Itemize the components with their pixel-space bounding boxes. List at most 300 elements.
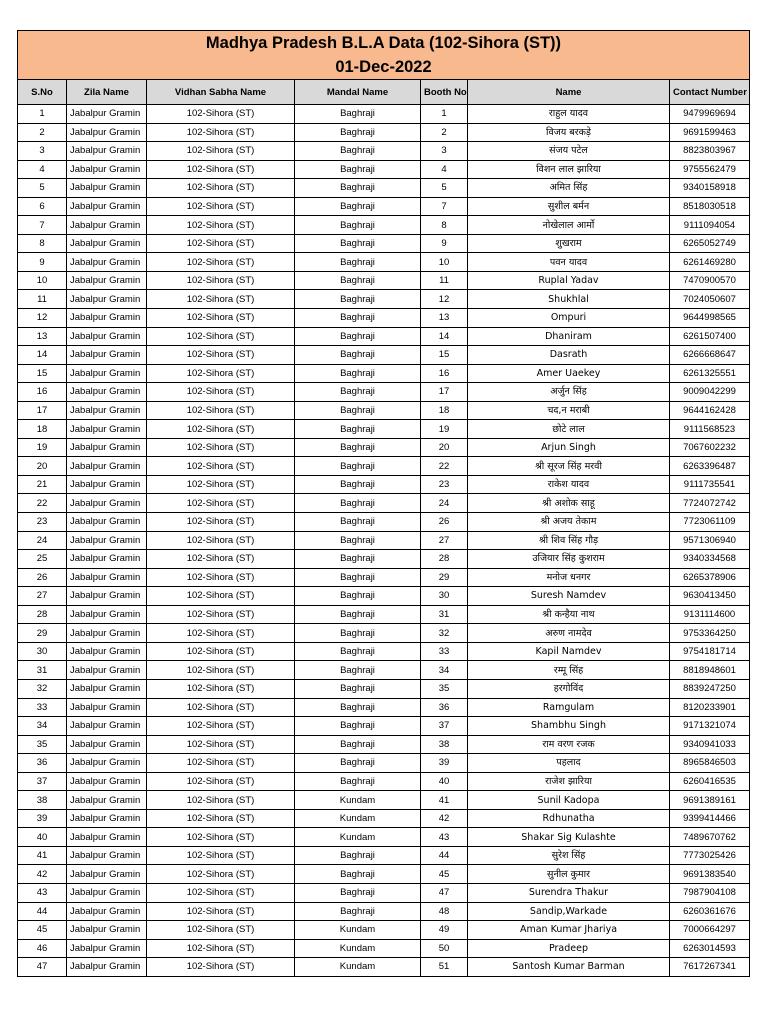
vidhan-sabha-cell: 102-Sihora (ST) [147,661,295,680]
sno-cell: 15 [18,364,67,383]
mandal-name-cell: Baghraji [295,642,421,661]
booth-no-cell: 43 [421,828,468,847]
name-cell: Ompuri [468,309,670,328]
name-cell: Dasrath [468,346,670,365]
vidhan-sabha-cell: 102-Sihora (ST) [147,271,295,290]
table-row [18,735,750,754]
booth-no-cell: 27 [421,531,468,550]
table-row [18,364,750,383]
contact-number-cell: 7470900570 [670,271,750,290]
contact-number-cell: 6263014593 [670,939,750,958]
booth-no-cell: 47 [421,883,468,902]
booth-no-cell: 19 [421,420,468,439]
name-cell: Surendra Thakur [468,883,670,902]
sno-cell: 7 [18,216,67,235]
contact-number-cell: 9111568523 [670,420,750,439]
header-mandal-name: Mandal Name [295,80,421,105]
table-row [18,717,750,736]
zila-name-cell: Jabalpur Gramin [67,290,147,309]
mandal-name-cell: Baghraji [295,346,421,365]
name-cell: श्री सूरज सिंह मरवी [468,457,670,476]
name-cell: Shukhlal [468,290,670,309]
name-cell: Pradeep [468,939,670,958]
sno-cell: 47 [18,958,67,977]
mandal-name-cell: Kundam [295,791,421,810]
sno-cell: 43 [18,883,67,902]
table-body [18,105,750,977]
table-row [18,624,750,643]
vidhan-sabha-cell: 102-Sihora (ST) [147,735,295,754]
mandal-name-cell: Baghraji [295,698,421,717]
contact-number-cell: 6266668647 [670,346,750,365]
zila-name-cell: Jabalpur Gramin [67,958,147,977]
sno-cell: 24 [18,531,67,550]
contact-number-cell: 9644162428 [670,401,750,420]
sheet-title-line1: Madhya Pradesh B.L.A Data (102-Sihora (ST)) [205,34,562,52]
booth-no-cell: 40 [421,772,468,791]
mandal-name-cell: Kundam [295,939,421,958]
booth-no-cell: 48 [421,902,468,921]
zila-name-cell: Jabalpur Gramin [67,883,147,902]
contact-number-cell: 7024050607 [670,290,750,309]
contact-number-cell: 9691599463 [670,123,750,142]
mandal-name-cell: Baghraji [295,679,421,698]
bla-data-table [17,30,750,977]
sno-cell: 3 [18,142,67,161]
contact-number-cell: 6261507400 [670,327,750,346]
contact-number-cell: 9131114600 [670,605,750,624]
booth-no-cell: 20 [421,438,468,457]
mandal-name-cell: Baghraji [295,661,421,680]
vidhan-sabha-cell: 102-Sihora (ST) [147,958,295,977]
table-row [18,197,750,216]
booth-no-cell: 17 [421,383,468,402]
booth-no-cell: 36 [421,698,468,717]
name-cell: Dhaniram [468,327,670,346]
vidhan-sabha-cell: 102-Sihora (ST) [147,568,295,587]
name-cell: संजय पटेल [468,142,670,161]
vidhan-sabha-cell: 102-Sihora (ST) [147,142,295,161]
vidhan-sabha-cell: 102-Sihora (ST) [147,160,295,179]
sno-cell: 14 [18,346,67,365]
name-cell: अर्जुन सिंह [468,383,670,402]
sno-cell: 36 [18,754,67,773]
mandal-name-cell: Baghraji [295,420,421,439]
table-row [18,142,750,161]
booth-no-cell: 26 [421,513,468,532]
contact-number-cell: 9754181714 [670,642,750,661]
sno-cell: 6 [18,197,67,216]
booth-no-cell: 41 [421,791,468,810]
sno-cell: 20 [18,457,67,476]
booth-no-cell: 34 [421,661,468,680]
sno-cell: 26 [18,568,67,587]
vidhan-sabha-cell: 102-Sihora (ST) [147,457,295,476]
name-cell: Ruplal Yadav [468,271,670,290]
name-cell: अरुण नामदेव [468,624,670,643]
table-row [18,605,750,624]
table-row [18,438,750,457]
header-name: Name [468,80,670,105]
name-cell: अमित सिंह [468,179,670,198]
sno-cell: 1 [18,105,67,124]
vidhan-sabha-cell: 102-Sihora (ST) [147,809,295,828]
header-booth-no: Booth No [421,80,468,105]
header-row [18,80,750,105]
vidhan-sabha-cell: 102-Sihora (ST) [147,902,295,921]
table-row [18,531,750,550]
vidhan-sabha-cell: 102-Sihora (ST) [147,383,295,402]
table-row [18,846,750,865]
table-row [18,123,750,142]
vidhan-sabha-cell: 102-Sihora (ST) [147,846,295,865]
booth-no-cell: 35 [421,679,468,698]
table-row [18,309,750,328]
contact-number-cell: 9753364250 [670,624,750,643]
zila-name-cell: Jabalpur Gramin [67,513,147,532]
table-row [18,587,750,606]
sno-cell: 16 [18,383,67,402]
vidhan-sabha-cell: 102-Sihora (ST) [147,642,295,661]
sno-cell: 34 [18,717,67,736]
zila-name-cell: Jabalpur Gramin [67,809,147,828]
zila-name-cell: Jabalpur Gramin [67,717,147,736]
zila-name-cell: Jabalpur Gramin [67,457,147,476]
contact-number-cell: 9755562479 [670,160,750,179]
zila-name-cell: Jabalpur Gramin [67,271,147,290]
name-cell: Arjun Singh [468,438,670,457]
zila-name-cell: Jabalpur Gramin [67,105,147,124]
zila-name-cell: Jabalpur Gramin [67,494,147,513]
table-row [18,679,750,698]
vidhan-sabha-cell: 102-Sihora (ST) [147,679,295,698]
zila-name-cell: Jabalpur Gramin [67,142,147,161]
mandal-name-cell: Baghraji [295,568,421,587]
mandal-name-cell: Baghraji [295,253,421,272]
booth-no-cell: 45 [421,865,468,884]
sno-cell: 40 [18,828,67,847]
vidhan-sabha-cell: 102-Sihora (ST) [147,197,295,216]
booth-no-cell: 9 [421,234,468,253]
name-cell: पहलाद [468,754,670,773]
booth-no-cell: 3 [421,142,468,161]
mandal-name-cell: Baghraji [295,605,421,624]
zila-name-cell: Jabalpur Gramin [67,475,147,494]
table-row [18,568,750,587]
mandal-name-cell: Baghraji [295,883,421,902]
table-row [18,420,750,439]
contact-number-cell: 7000664297 [670,921,750,940]
mandal-name-cell: Kundam [295,828,421,847]
sno-cell: 11 [18,290,67,309]
sno-cell: 37 [18,772,67,791]
sno-cell: 10 [18,271,67,290]
mandal-name-cell: Baghraji [295,383,421,402]
vidhan-sabha-cell: 102-Sihora (ST) [147,234,295,253]
table-row [18,698,750,717]
booth-no-cell: 38 [421,735,468,754]
booth-no-cell: 42 [421,809,468,828]
sno-cell: 21 [18,475,67,494]
vidhan-sabha-cell: 102-Sihora (ST) [147,216,295,235]
header-sno: S.No [18,80,67,105]
booth-no-cell: 32 [421,624,468,643]
zila-name-cell: Jabalpur Gramin [67,939,147,958]
name-cell: Rdhunatha [468,809,670,828]
booth-no-cell: 5 [421,179,468,198]
contact-number-cell: 6260416535 [670,772,750,791]
booth-no-cell: 50 [421,939,468,958]
booth-no-cell: 28 [421,550,468,569]
contact-number-cell: 8818948601 [670,661,750,680]
name-cell: Sunil Kadopa [468,791,670,810]
booth-no-cell: 51 [421,958,468,977]
contact-number-cell: 9340941033 [670,735,750,754]
booth-no-cell: 30 [421,587,468,606]
zila-name-cell: Jabalpur Gramin [67,605,147,624]
contact-number-cell: 8965846503 [670,754,750,773]
vidhan-sabha-cell: 102-Sihora (ST) [147,179,295,198]
title-row [18,31,750,80]
mandal-name-cell: Baghraji [295,735,421,754]
mandal-name-cell: Kundam [295,958,421,977]
contact-number-cell: 9479969694 [670,105,750,124]
vidhan-sabha-cell: 102-Sihora (ST) [147,475,295,494]
zila-name-cell: Jabalpur Gramin [67,661,147,680]
zila-name-cell: Jabalpur Gramin [67,902,147,921]
booth-no-cell: 2 [421,123,468,142]
name-cell: हरगोविंद [468,679,670,698]
name-cell: उजियार सिंह कुशराम [468,550,670,569]
zila-name-cell: Jabalpur Gramin [67,327,147,346]
zila-name-cell: Jabalpur Gramin [67,642,147,661]
name-cell: Suresh Namdev [468,587,670,606]
contact-number-cell: 7067602232 [670,438,750,457]
name-cell: Amer Uaekey [468,364,670,383]
vidhan-sabha-cell: 102-Sihora (ST) [147,698,295,717]
sno-cell: 41 [18,846,67,865]
zila-name-cell: Jabalpur Gramin [67,179,147,198]
booth-no-cell: 11 [421,271,468,290]
name-cell: Shambhu Singh [468,717,670,736]
name-cell: राजेश झारिया [468,772,670,791]
contact-number-cell: 8518030518 [670,197,750,216]
booth-no-cell: 8 [421,216,468,235]
booth-no-cell: 29 [421,568,468,587]
vidhan-sabha-cell: 102-Sihora (ST) [147,494,295,513]
booth-no-cell: 18 [421,401,468,420]
mandal-name-cell: Kundam [295,809,421,828]
mandal-name-cell: Baghraji [295,234,421,253]
zila-name-cell: Jabalpur Gramin [67,234,147,253]
vidhan-sabha-cell: 102-Sihora (ST) [147,624,295,643]
table-row [18,513,750,532]
vidhan-sabha-cell: 102-Sihora (ST) [147,105,295,124]
name-cell: नोखेलाल आर्मो [468,216,670,235]
name-cell: सुशील बर्मन [468,197,670,216]
contact-number-cell: 9644998565 [670,309,750,328]
name-cell: विशन लाल झारिया [468,160,670,179]
zila-name-cell: Jabalpur Gramin [67,197,147,216]
table-row [18,457,750,476]
sno-cell: 27 [18,587,67,606]
zila-name-cell: Jabalpur Gramin [67,698,147,717]
mandal-name-cell: Baghraji [295,271,421,290]
table-row [18,958,750,977]
table-row [18,550,750,569]
table-row [18,105,750,124]
sno-cell: 38 [18,791,67,810]
zila-name-cell: Jabalpur Gramin [67,865,147,884]
sno-cell: 35 [18,735,67,754]
sno-cell: 45 [18,921,67,940]
contact-number-cell: 7489670762 [670,828,750,847]
contact-number-cell: 7617267341 [670,958,750,977]
mandal-name-cell: Baghraji [295,179,421,198]
vidhan-sabha-cell: 102-Sihora (ST) [147,253,295,272]
booth-no-cell: 24 [421,494,468,513]
header-contact-number: Contact Number [670,80,750,105]
booth-no-cell: 37 [421,717,468,736]
vidhan-sabha-cell: 102-Sihora (ST) [147,717,295,736]
booth-no-cell: 12 [421,290,468,309]
contact-number-cell: 8839247250 [670,679,750,698]
booth-no-cell: 16 [421,364,468,383]
name-cell: विजय बरकड़े [468,123,670,142]
sheet-title [18,31,750,80]
name-cell: Kapil Namdev [468,642,670,661]
table-row [18,216,750,235]
name-cell: Aman Kumar Jhariya [468,921,670,940]
mandal-name-cell: Baghraji [295,197,421,216]
sno-cell: 2 [18,123,67,142]
name-cell: Ramgulam [468,698,670,717]
contact-number-cell: 9340334568 [670,550,750,569]
contact-number-cell: 7987904108 [670,883,750,902]
contact-number-cell: 9691389161 [670,791,750,810]
booth-no-cell: 33 [421,642,468,661]
booth-no-cell: 13 [421,309,468,328]
name-cell: राम वरण रजक [468,735,670,754]
zila-name-cell: Jabalpur Gramin [67,364,147,383]
contact-number-cell: 9171321074 [670,717,750,736]
vidhan-sabha-cell: 102-Sihora (ST) [147,513,295,532]
vidhan-sabha-cell: 102-Sihora (ST) [147,921,295,940]
sno-cell: 29 [18,624,67,643]
zila-name-cell: Jabalpur Gramin [67,587,147,606]
table-row [18,772,750,791]
vidhan-sabha-cell: 102-Sihora (ST) [147,550,295,569]
contact-number-cell: 8823803967 [670,142,750,161]
vidhan-sabha-cell: 102-Sihora (ST) [147,290,295,309]
sno-cell: 31 [18,661,67,680]
vidhan-sabha-cell: 102-Sihora (ST) [147,791,295,810]
contact-number-cell: 6261325551 [670,364,750,383]
booth-no-cell: 10 [421,253,468,272]
zila-name-cell: Jabalpur Gramin [67,309,147,328]
table-row [18,754,750,773]
sno-cell: 12 [18,309,67,328]
booth-no-cell: 4 [421,160,468,179]
mandal-name-cell: Baghraji [295,142,421,161]
zila-name-cell: Jabalpur Gramin [67,383,147,402]
mandal-name-cell: Baghraji [295,846,421,865]
contact-number-cell: 7723061109 [670,513,750,532]
mandal-name-cell: Baghraji [295,364,421,383]
table-row [18,346,750,365]
booth-no-cell: 39 [421,754,468,773]
sno-cell: 39 [18,809,67,828]
contact-number-cell: 8120233901 [670,698,750,717]
mandal-name-cell: Baghraji [295,531,421,550]
contact-number-cell: 9340158918 [670,179,750,198]
table-row [18,327,750,346]
zila-name-cell: Jabalpur Gramin [67,921,147,940]
zila-name-cell: Jabalpur Gramin [67,735,147,754]
vidhan-sabha-cell: 102-Sihora (ST) [147,939,295,958]
contact-number-cell: 6261469280 [670,253,750,272]
name-cell: राहुल यादव [468,105,670,124]
name-cell: शुखराम [468,234,670,253]
booth-no-cell: 15 [421,346,468,365]
vidhan-sabha-cell: 102-Sihora (ST) [147,401,295,420]
mandal-name-cell: Baghraji [295,717,421,736]
sno-cell: 23 [18,513,67,532]
table-row [18,160,750,179]
name-cell: श्री अजय तेकाम [468,513,670,532]
vidhan-sabha-cell: 102-Sihora (ST) [147,605,295,624]
contact-number-cell: 9111094054 [670,216,750,235]
mandal-name-cell: Kundam [295,921,421,940]
sno-cell: 44 [18,902,67,921]
zila-name-cell: Jabalpur Gramin [67,846,147,865]
vidhan-sabha-cell: 102-Sihora (ST) [147,346,295,365]
name-cell: Shakar Sig Kulashte [468,828,670,847]
zila-name-cell: Jabalpur Gramin [67,438,147,457]
sno-cell: 17 [18,401,67,420]
contact-number-cell: 9691383540 [670,865,750,884]
zila-name-cell: Jabalpur Gramin [67,754,147,773]
name-cell: Sandip,Warkade [468,902,670,921]
contact-number-cell: 6265378906 [670,568,750,587]
zila-name-cell: Jabalpur Gramin [67,346,147,365]
mandal-name-cell: Baghraji [295,309,421,328]
vidhan-sabha-cell: 102-Sihora (ST) [147,123,295,142]
zila-name-cell: Jabalpur Gramin [67,160,147,179]
table-row [18,809,750,828]
booth-no-cell: 22 [421,457,468,476]
mandal-name-cell: Baghraji [295,624,421,643]
table-row [18,939,750,958]
name-cell: चद,न मराबी [468,401,670,420]
zila-name-cell: Jabalpur Gramin [67,772,147,791]
zila-name-cell: Jabalpur Gramin [67,679,147,698]
vidhan-sabha-cell: 102-Sihora (ST) [147,883,295,902]
contact-number-cell: 7724072742 [670,494,750,513]
name-cell: राकेश यादव [468,475,670,494]
mandal-name-cell: Baghraji [295,105,421,124]
sno-cell: 4 [18,160,67,179]
mandal-name-cell: Baghraji [295,550,421,569]
sno-cell: 32 [18,679,67,698]
sno-cell: 42 [18,865,67,884]
table-row [18,234,750,253]
booth-no-cell: 31 [421,605,468,624]
table-row [18,921,750,940]
vidhan-sabha-cell: 102-Sihora (ST) [147,828,295,847]
table-row [18,179,750,198]
contact-number-cell: 9111735541 [670,475,750,494]
